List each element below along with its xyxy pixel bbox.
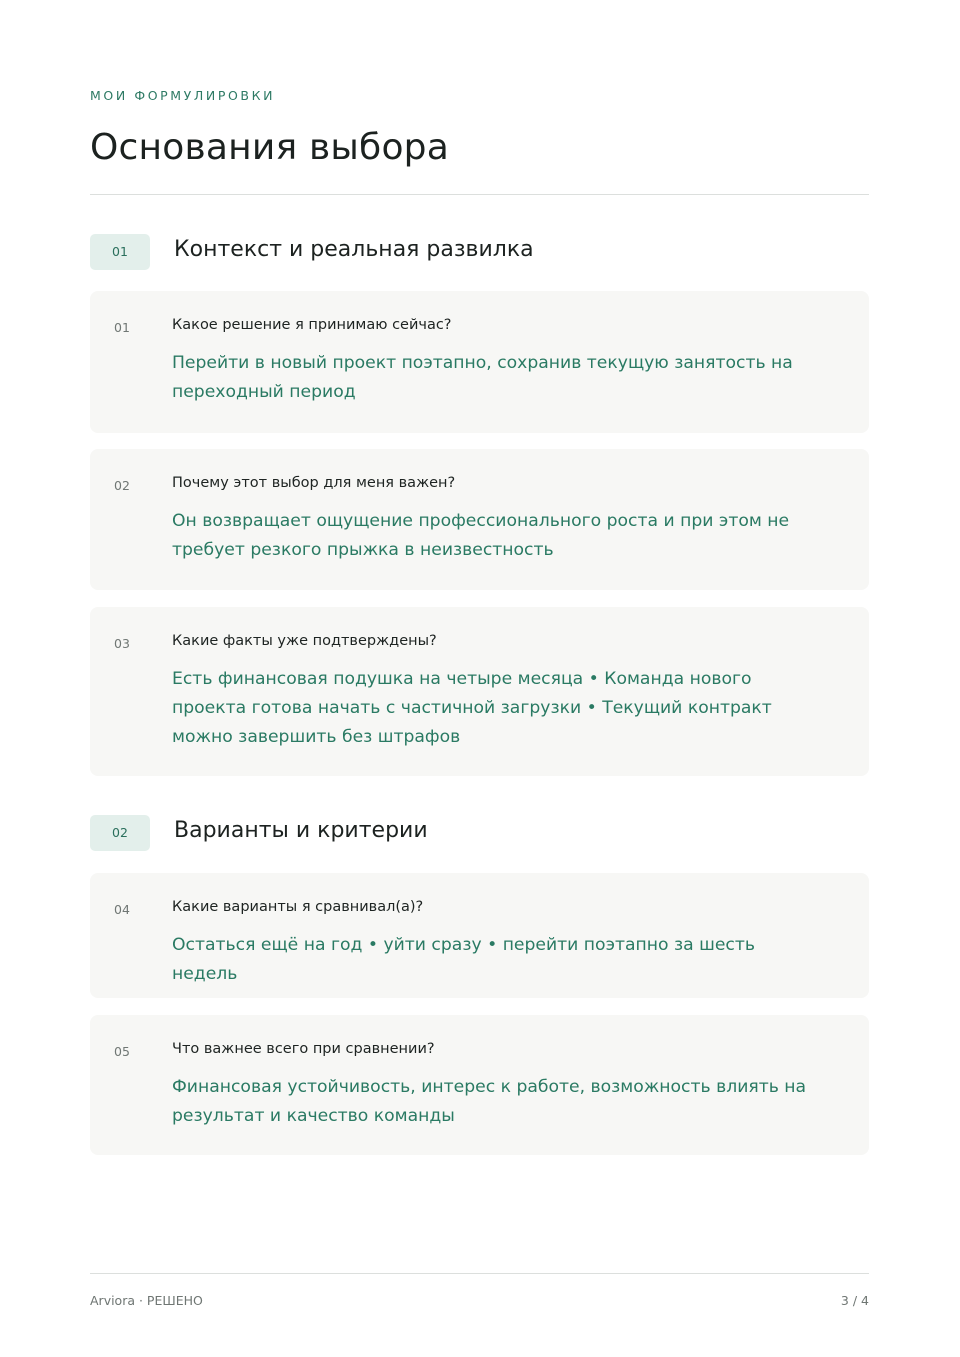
question-card [90,873,869,998]
question-card [90,1015,869,1155]
section-title: Варианты и критерии [174,818,428,843]
question-number: 05 [114,1044,130,1059]
answer-text: Остаться ещё на год • уйти сразу • перейти поэтапно за шесть недель [172,935,756,984]
footer-divider [90,1273,869,1274]
question-number: 03 [114,636,130,651]
question-card [90,291,869,433]
question-card [90,449,869,590]
question-number: 04 [114,902,130,917]
question-text: Какие варианты я сравнивал(а)? [172,899,424,915]
answer-text: Перейти в новый проект поэтапно, сохранив текущую занятость на переходный период [172,353,793,402]
section-title: Контекст и реальная развилка [174,237,534,262]
question-text: Что важнее всего при сравнении? [172,1041,435,1057]
question-text: Какое решение я принимаю сейчас? [172,317,452,333]
answer-text: Есть финансовая подушка на четыре месяца • Команда нового проекта готова начать с частичной загрузки • Текущий контракт можно завершить без штрафов [172,669,772,747]
question-card [90,607,869,776]
section-number-badge: 02 [90,815,150,851]
eyebrow-label: МОИ ФОРМУЛИРОВКИ [90,88,276,103]
question-text: Почему этот выбор для меня важен? [172,475,456,491]
header-divider [90,194,869,195]
section-header-options [90,815,869,851]
page-number: 3 / 4 [840,1293,869,1308]
page-title: Основания выбора [90,127,449,168]
question-number: 02 [114,478,130,493]
question-number: 01 [114,320,130,335]
section-number-badge: 01 [90,234,150,270]
section-header-context [90,234,869,270]
answer-text: Он возвращает ощущение профессионального роста и при этом не требует резкого прыжка в неизвестность [172,511,790,560]
question-text: Какие факты уже подтверждены? [172,633,437,649]
footer-brand-status: Arviora · РЕШЕНО [90,1293,203,1308]
answer-text: Финансовая устойчивость, интерес к работе, возможность влиять на результат и качество команды [172,1077,807,1126]
